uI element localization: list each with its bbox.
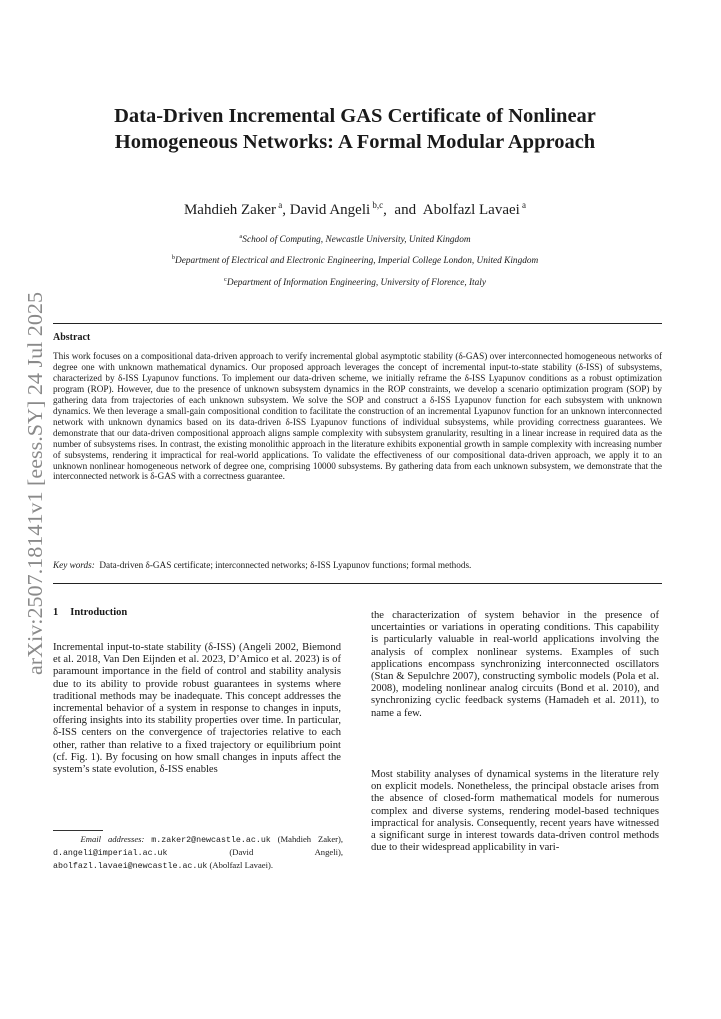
top-rule (53, 323, 662, 324)
bottom-rule (53, 583, 662, 584)
intro-paragraph-left: Incremental input-to-state stability (δ-ISS) (Angeli 2002, Biemond et al. 2018, Van Den Eijnden et al. 2023, D’Amico et al. 2023) is of paramount importance in the field of control and stability analysis due to its ability to provide robust guarantees in systems where traditional methods may be inadequate. This concept addresses the incremental behavior of a system in response to changes in inputs, offering insights into its stability properties over time. In particular, δ-ISS centers on the convergence of trajectories relative to each other, rather than relative to a fixed trajectory or equilibrium point (cf. Fig. 1). By focusing on how small changes in inputs affect the system’s state evolution, δ-ISS enables (53, 642, 341, 776)
footnote-emails (53, 834, 343, 872)
affiliation-text: School of Computing, Newcastle University, United Kingdom (242, 235, 471, 246)
footnote-label: Email addresses: (80, 834, 145, 844)
arxiv-stamp-text: arXiv:2507.18141v1 [eess.SY] 24 Jul 2025 (23, 311, 47, 675)
section-number: 1 (53, 607, 59, 618)
title-line-2: Homogeneous Networks: A Formal Modular Approach (114, 131, 596, 153)
keywords (53, 560, 662, 570)
author-affiliation-mark: b,c (372, 200, 384, 210)
author-name: David Angeli (289, 202, 371, 218)
author-affiliation-mark: a (522, 200, 527, 210)
email-owner: (David Angeli), (229, 846, 343, 857)
author-list (60, 200, 650, 219)
author-separator: , and (383, 202, 420, 218)
affiliation-text: Department of Electrical and Electronic Engineering, Imperial College London, United Kingdom (175, 256, 539, 267)
affiliation-mark: a (239, 233, 243, 240)
arxiv-stamp (18, 290, 52, 675)
email-address[interactable]: d.angeli@imperial.ac.uk (53, 848, 168, 858)
intro-paragraph-right-1: the characterization of system behavior in the presence of uncertainties or variations in operating conditions. This capability is particularly valuable in real-world applications involving the analysis of complex nonlinear systems. Examples of such applications encompass synchronizing interconnected oscillators (Stan & Sepulchre 2007), constructing symbolic models (Pola et al. 2008), modeling nonlinear analog circuits (Bond et al. 2010), and synchronizing cyclic feedback systems (Hamadeh et al. 2011), to name a few. (371, 610, 659, 719)
keywords-label: Key words: (53, 560, 95, 570)
author-name: Abolfazl Lavaei (422, 202, 520, 218)
email-address[interactable]: m.zaker2@newcastle.ac.uk (151, 836, 271, 845)
paper-title (60, 103, 650, 155)
section-title: Introduction (70, 607, 128, 618)
title-line-1: Data-Driven Incremental GAS Certificate of Nonlinear (114, 105, 596, 127)
affiliation (60, 233, 650, 245)
abstract-heading: Abstract (53, 332, 91, 343)
affiliation-mark: b (171, 254, 176, 261)
author-name: Mahdieh Zaker (183, 202, 276, 218)
intro-paragraph-right-2: Most stability analyses of dynamical systems in the literature rely on explicit models. Nonetheless, the principal obstacle arises from the absence of closed-form mathematical models for numerous complex and diverse systems, rendering model-based techniques impractical for analysis. Consequently, recent years have witnessed a significant surge in interest towards data-driven control methods due to their widespread applicability in vari- (371, 769, 659, 854)
affiliation (60, 276, 650, 288)
abstract-body: This work focuses on a compositional data-driven approach to verify incremental global asymptotic stability (δ-GAS) over interconnected homogeneous networks of degree one with unknown mathematical dynamics. Our proposed approach leverages the concept of incremental input-to-state stability (δ-ISS) of subsystems, characterized by δ-ISS Lyapunov functions. To implement our data-driven scheme, we initially reframe the δ-ISS Lyapunov conditions as a robust optimization program (ROP). However, due to the presence of unknown subsystem dynamics in the ROP constraints, we develop a scenario optimization program (SOP) by gathering data from trajectories of each unknown subsystem. We solve the SOP and construct a δ-ISS Lyapunov function for each subsystem with unknown dynamics. We then leverage a small-gain compositional condition to facilitate the construction of an incremental Lyapunov function for an unknown interconnected network with unknown dynamics based on its data-driven δ-ISS Lyapunov functions of individual subsystems, while providing correctness guarantees. We demonstrate that our data-driven compositional approach aligns sample complexity with subsystem granularity, resulting in a linear increase in required data as the number of subsystems rises. In contrast, the existing monolithic approach in the literature exhibits exponential growth in sample complexity with increasing number of subsystems, rendering it impractical for real-world applications. To validate the effectiveness of our compositional data-driven approach, we apply it to an unknown nonlinear homogeneous network of degree one, comprising 10000 subsystems. By gathering data from each unknown subsystem, we demonstrate that the interconnected network is δ-GAS with a correctness guarantee. (53, 351, 662, 482)
email-address[interactable]: abolfazl.lavaei@newcastle.ac.uk (53, 861, 208, 871)
author-separator: , (282, 202, 290, 218)
footnote-rule (53, 830, 103, 831)
affiliation (60, 254, 650, 266)
email-owner: (Mahdieh Zaker), (277, 834, 344, 844)
author-affiliation-mark: a (278, 200, 283, 210)
affiliation-mark: c (223, 276, 227, 283)
keywords-text: Data-driven δ-GAS certificate; interconnected networks; δ-ISS Lyapunov functions; formal methods. (99, 560, 472, 570)
email-owner: (Abolfazl Lavaei). (209, 859, 273, 870)
affiliation-text: Department of Information Engineering, University of Florence, Italy (226, 278, 487, 289)
section-heading (53, 607, 127, 618)
